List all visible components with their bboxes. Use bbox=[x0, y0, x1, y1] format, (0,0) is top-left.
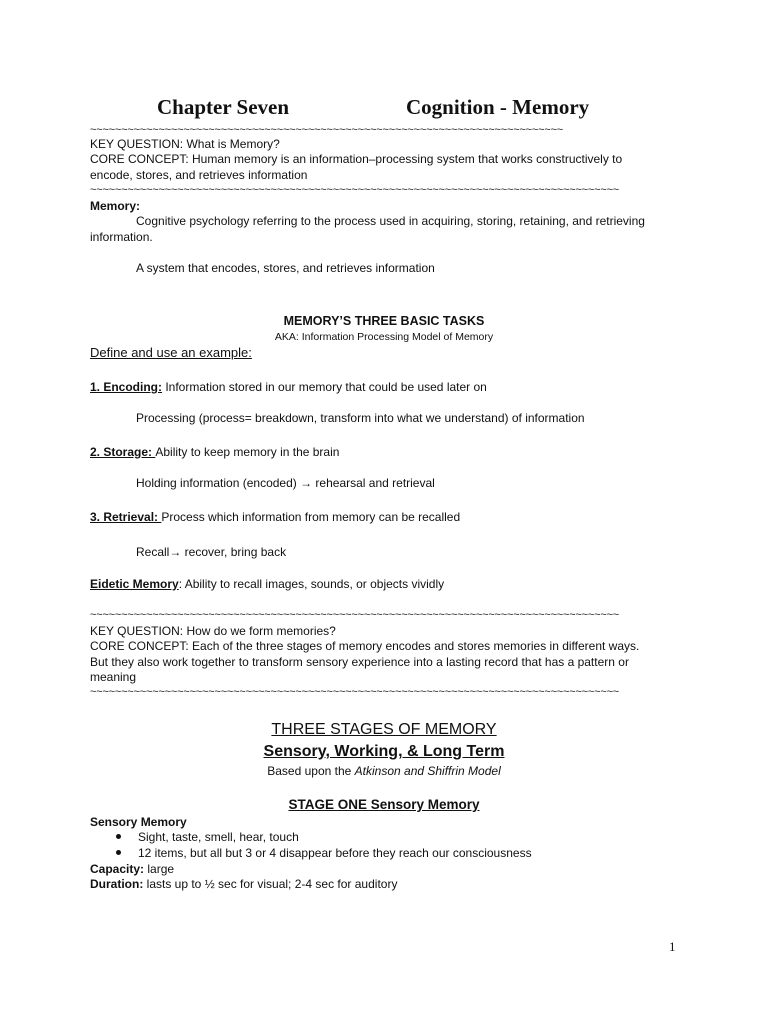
memory-label: Memory: bbox=[90, 199, 141, 213]
chapter-title: Chapter Seven bbox=[157, 95, 290, 119]
storage-item bbox=[90, 445, 339, 461]
three-stages-heading: THREE STAGES OF MEMORY bbox=[271, 721, 497, 738]
core-concept-line: meaning bbox=[90, 670, 137, 684]
encoding-text: Information stored in our memory that could be used later on bbox=[162, 380, 487, 394]
tilde-divider: ~~~~~~~~~~~~~~~~~~~~~~~~~~~~~~~~~~~~~~~~~~~~~~~~~~~~~~~~~~~~~~~~~~~~~~~~~~~~~~~~~~~~~ bbox=[90, 609, 620, 621]
capacity-line bbox=[90, 862, 174, 878]
basic-tasks-heading: MEMORY’S THREE BASIC TASKS bbox=[283, 314, 485, 328]
retrieval-example: Recall→ recover, bring back bbox=[136, 545, 287, 559]
storage-example: Holding information (encoded) → rehearsal and retrieval bbox=[136, 476, 435, 490]
duration-label: Duration: bbox=[90, 877, 144, 891]
list-item-text: 12 items, but all but 3 or 4 disappear before they reach our consciousness bbox=[138, 846, 532, 860]
encoding-item bbox=[90, 380, 487, 396]
instruction-text: Define and use an example: bbox=[90, 345, 252, 360]
tilde-divider: ~~~~~~~~~~~~~~~~~~~~~~~~~~~~~~~~~~~~~~~~~~~~~~~~~~~~~~~~~~~~~~~~~~~~~~~~~~~~~~~~~~~~~ bbox=[90, 686, 620, 698]
duration-text: lasts up to ½ sec for visual; 2-4 sec for auditory bbox=[143, 877, 398, 891]
storage-text: Ability to keep memory in the brain bbox=[155, 445, 340, 459]
core-concept-line: encode, stores, and retrieves information bbox=[90, 168, 308, 182]
duration-line bbox=[90, 877, 397, 893]
eidetic-item bbox=[90, 577, 444, 593]
retrieval-item bbox=[90, 510, 460, 526]
model-prefix: Based upon the bbox=[267, 764, 355, 778]
tilde-divider: ~~~~~~~~~~~~~~~~~~~~~~~~~~~~~~~~~~~~~~~~~~~~~~~~~~~~~~~~~~~~~~~~~~~~~~~~~~~~~~~~~~~~~ bbox=[90, 184, 620, 196]
list-item bbox=[116, 830, 299, 846]
eidetic-text: : Ability to recall images, sounds, or objects vividly bbox=[178, 577, 445, 591]
eidetic-label: Eidetic Memory bbox=[90, 577, 179, 591]
key-question: KEY QUESTION: What is Memory? bbox=[90, 137, 280, 151]
basic-tasks-aka: AKA: Information Processing Model of Memory bbox=[274, 331, 494, 343]
tilde-divider: ~~~~~~~~~~~~~~~~~~~~~~~~~~~~~~~~~~~~~~~~~~~~~~~~~~~~~~~~~~~~~~~~~~~~~~~~~~~~ bbox=[90, 124, 564, 136]
model-reference bbox=[0, 764, 768, 780]
core-concept-line: CORE CONCEPT: Human memory is an information–processing system that works constructively to bbox=[90, 152, 623, 166]
retrieval-label: 3. Retrieval: bbox=[90, 510, 162, 524]
page-number: 1 bbox=[669, 939, 676, 954]
bullet-icon bbox=[116, 850, 121, 855]
list-item-text: Sight, taste, smell, hear, touch bbox=[138, 830, 299, 844]
memory-definition: information. bbox=[90, 230, 153, 244]
stage-one-heading: STAGE ONE Sensory Memory bbox=[288, 797, 480, 812]
core-concept-line: CORE CONCEPT: Each of the three stages of memory encodes and stores memories in different ways. bbox=[90, 639, 640, 653]
model-name: Atkinson and Shiffrin Model bbox=[354, 764, 501, 778]
memory-definition: Cognitive psychology referring to the process used in acquiring, storing, retaining, and retrieving bbox=[136, 214, 645, 228]
storage-label: 2. Storage: bbox=[90, 445, 156, 459]
three-stages-subheading: Sensory, Working, & Long Term bbox=[263, 743, 505, 760]
capacity-text: large bbox=[144, 862, 175, 876]
encoding-example: Processing (process= breakdown, transform into what we understand) of information bbox=[136, 411, 585, 425]
encoding-label: 1. Encoding: bbox=[90, 380, 162, 394]
core-concept-line: But they also work together to transform sensory experience into a lasting record that has a pattern or bbox=[90, 655, 629, 669]
capacity-label: Capacity: bbox=[90, 862, 145, 876]
list-item bbox=[116, 846, 532, 862]
key-question: KEY QUESTION: How do we form memories? bbox=[90, 624, 336, 638]
bullet-icon bbox=[116, 834, 121, 839]
memory-definition: A system that encodes, stores, and retrieves information bbox=[136, 261, 435, 275]
retrieval-text: Process which information from memory can be recalled bbox=[161, 510, 461, 524]
topic-title: Cognition - Memory bbox=[406, 95, 590, 119]
sensory-memory-label: Sensory Memory bbox=[90, 815, 187, 829]
